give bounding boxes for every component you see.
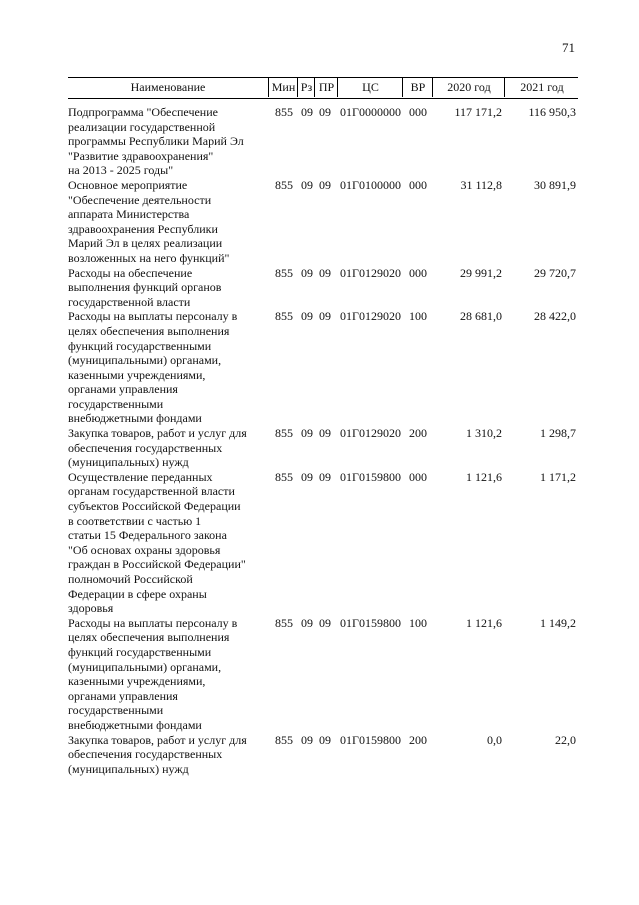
table-body — [68, 105, 578, 776]
table-row — [68, 616, 578, 733]
row-name-line: государственной власти — [68, 294, 191, 309]
row-name-line: государственными — [68, 396, 164, 411]
cell-min: 855 — [275, 469, 293, 484]
header-name: Наименование — [130, 80, 206, 94]
header-vr: ВР — [402, 78, 433, 97]
row-name-line: функций государственными — [68, 338, 212, 353]
header-2020: 2020 год — [432, 78, 505, 97]
row-name-line: выполнения функций органов — [68, 280, 222, 295]
cell-2020: 1 121,6 — [466, 615, 502, 630]
row-name-line: Расходы на обеспечение — [68, 265, 193, 280]
cell-rz: 09 — [301, 469, 313, 484]
row-name-line: на 2013 - 2025 годы" — [68, 163, 174, 178]
cell-cs: 01Г0159800 — [340, 469, 401, 484]
row-name-line: граждан в Российской Федерации" — [68, 557, 246, 572]
cell-vr: 200 — [409, 426, 427, 441]
row-name — [68, 616, 265, 733]
row-name-line: полномочий Российской — [68, 572, 193, 586]
row-name-line: внебюджетными фондами — [68, 411, 202, 426]
cell-min: 855 — [275, 426, 293, 441]
row-name — [68, 105, 265, 178]
header-min: Мин — [268, 78, 298, 97]
cell-pr: 09 — [319, 426, 331, 441]
row-name-line: обеспечения государственных — [68, 747, 223, 762]
cell-rz: 09 — [301, 265, 313, 280]
row-name-line: целях обеспечения выполнения — [68, 630, 230, 645]
row-name-line: в соответствии с частью 1 — [68, 513, 202, 528]
row-name-line: целях обеспечения выполнения — [68, 323, 230, 338]
row-name-line: здравоохранения Республики — [68, 221, 218, 236]
header-2021: 2021 год — [504, 78, 579, 97]
table-row — [68, 178, 578, 266]
row-name-line: "Обеспечение деятельности — [68, 192, 212, 207]
cell-rz: 09 — [301, 615, 313, 630]
cell-2021: 22,0 — [555, 732, 576, 747]
cell-vr: 000 — [409, 265, 427, 280]
row-name-line: здоровья — [68, 601, 114, 616]
row-name — [68, 309, 265, 426]
row-name — [68, 266, 265, 310]
cell-vr: 100 — [409, 615, 427, 630]
row-name-line: статьи 15 Федерального закона — [68, 528, 227, 543]
row-name-line: (муниципальными) органами, — [68, 659, 222, 674]
table-row — [68, 309, 578, 426]
row-name-line: "Об основах охраны здоровья — [68, 542, 221, 557]
row-name-line: (муниципальными) органами, — [68, 353, 222, 368]
row-name-line: программы Республики Марий Эл — [68, 134, 244, 149]
row-name-line: Осуществление переданных — [68, 469, 213, 484]
table-row — [68, 733, 578, 777]
page-number: 71 — [562, 40, 575, 55]
cell-2020: 31 112,8 — [460, 177, 502, 192]
cell-min: 855 — [275, 177, 293, 192]
cell-cs: 01Г0000000 — [340, 105, 401, 119]
cell-pr: 09 — [319, 732, 331, 747]
row-name-line: функций государственными — [68, 644, 212, 659]
row-name-line: реализации государственной — [68, 119, 216, 134]
cell-min: 855 — [275, 265, 293, 280]
header-rz: Рз — [297, 78, 315, 97]
row-name-line: Федерации в сфере охраны — [68, 586, 207, 601]
cell-vr: 200 — [409, 732, 427, 747]
cell-2021: 30 891,9 — [534, 177, 576, 192]
row-name-line: "Развитие здравоохранения" — [68, 148, 214, 163]
row-name-line: аппарата Министерства — [68, 207, 190, 222]
cell-pr: 09 — [319, 615, 331, 630]
cell-min: 855 — [275, 615, 293, 630]
cell-2021: 1 171,2 — [540, 469, 576, 484]
row-name-line: Закупка товаров, работ и услуг для — [68, 426, 247, 441]
cell-pr: 09 — [319, 105, 331, 119]
row-name-line: субъектов Российской Федерации — [68, 499, 241, 514]
row-name — [68, 733, 265, 777]
cell-pr: 09 — [319, 469, 331, 484]
cell-2021: 1 298,7 — [540, 426, 576, 441]
cell-2020: 117 171,2 — [454, 105, 502, 119]
cell-2021: 1 149,2 — [540, 615, 576, 630]
row-name-line: государственными — [68, 703, 164, 718]
cell-rz: 09 — [301, 105, 313, 119]
row-name-line: (муниципальных) нужд — [68, 761, 189, 776]
row-name — [68, 178, 265, 266]
cell-rz: 09 — [301, 426, 313, 441]
cell-vr: 000 — [409, 469, 427, 484]
cell-vr: 100 — [409, 309, 427, 324]
cell-vr: 000 — [409, 177, 427, 192]
row-name-line: казенными учреждениями, — [68, 367, 206, 382]
row-name-line: Основное мероприятие — [68, 177, 188, 192]
row-name-line: органами управления — [68, 688, 178, 703]
cell-2020: 1 121,6 — [466, 469, 502, 484]
cell-cs: 01Г0129020 — [340, 265, 401, 280]
row-name-line: казенными учреждениями, — [68, 674, 206, 689]
cell-cs: 01Г0129020 — [340, 426, 401, 441]
cell-2020: 28 681,0 — [460, 309, 502, 324]
row-name-line: Закупка товаров, работ и услуг для — [68, 732, 247, 747]
cell-cs: 01Г0129020 — [340, 309, 401, 324]
cell-pr: 09 — [319, 177, 331, 192]
row-name-line: Расходы на выплаты персоналу в — [68, 615, 238, 630]
table-header — [68, 77, 578, 99]
cell-cs: 01Г0100000 — [340, 177, 401, 192]
cell-min: 855 — [275, 309, 293, 324]
header-cs: ЦС — [337, 78, 403, 97]
cell-cs: 01Г0159800 — [340, 732, 401, 747]
cell-cs: 01Г0159800 — [340, 615, 401, 630]
row-name-line: (муниципальных) нужд — [68, 455, 189, 470]
header-pr: ПР — [314, 78, 338, 97]
table-row — [68, 470, 578, 616]
row-name-line: обеспечения государственных — [68, 440, 223, 455]
cell-pr: 09 — [319, 309, 331, 324]
table-row — [68, 426, 578, 470]
row-name-line: возложенных на него функций" — [68, 250, 230, 265]
row-name-line: Расходы на выплаты персоналу в — [68, 309, 238, 324]
row-name-line: внебюджетными фондами — [68, 717, 202, 732]
budget-table — [68, 77, 578, 776]
row-name-line: Марий Эл в целях реализации — [68, 236, 223, 251]
cell-pr: 09 — [319, 265, 331, 280]
cell-min: 855 — [275, 105, 293, 119]
row-name — [68, 426, 265, 470]
row-name-line: Подпрограмма "Обеспечение — [68, 105, 218, 119]
cell-rz: 09 — [301, 177, 313, 192]
cell-vr: 000 — [409, 105, 427, 119]
cell-2020: 1 310,2 — [466, 426, 502, 441]
cell-rz: 09 — [301, 732, 313, 747]
row-name-line: органам государственной власти — [68, 484, 235, 499]
cell-min: 855 — [275, 732, 293, 747]
row-name — [68, 470, 265, 616]
table-row — [68, 105, 578, 178]
cell-2020: 0,0 — [487, 732, 502, 747]
cell-2020: 29 991,2 — [460, 265, 502, 280]
cell-rz: 09 — [301, 309, 313, 324]
cell-2021: 116 950,3 — [528, 105, 576, 119]
cell-2021: 29 720,7 — [534, 265, 576, 280]
table-row — [68, 266, 578, 310]
cell-2021: 28 422,0 — [534, 309, 576, 324]
row-name-line: органами управления — [68, 382, 178, 397]
